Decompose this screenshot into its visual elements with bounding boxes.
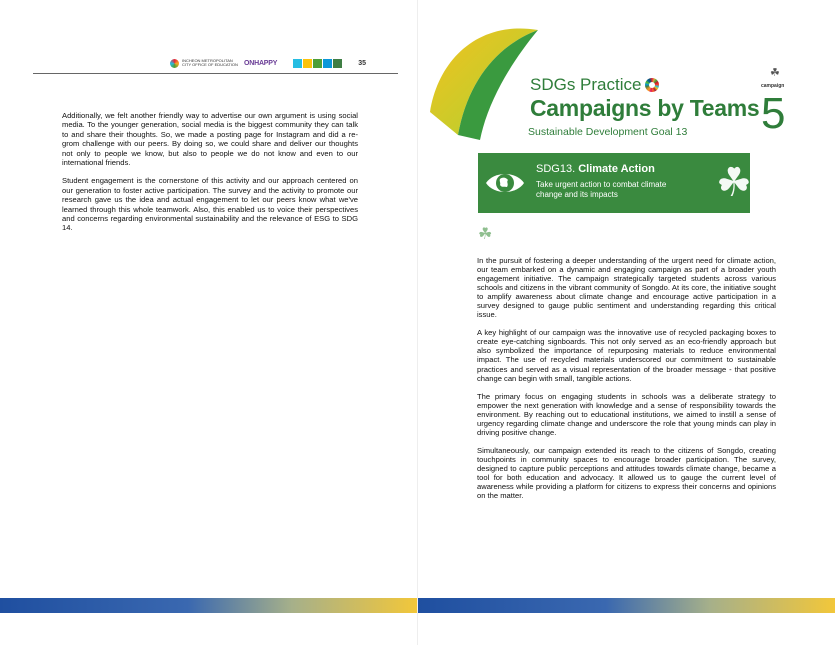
banner-goal-name: Climate Action (578, 163, 655, 175)
sdg-wheel-icon (645, 78, 659, 92)
clover-icon: ☘ (478, 226, 493, 243)
org-emblem-icon (170, 59, 179, 68)
right-body-text (477, 256, 776, 509)
org-logo (170, 59, 238, 68)
paragraph: The primary focus on engaging students in schools was a deliberate strategy to empower the next generation with knowledge and a sense of responsibility towards the environment. By reaching out to educational institutions, we aimed to instill a sense of urgency regarding climate change and underscore the role that young minds can play in driving positive change. (477, 391, 776, 437)
banner-title (536, 163, 655, 175)
left-page (0, 0, 417, 645)
campaign-label: campaign (761, 83, 785, 89)
org-name: INCHEON METROPOLITAN CITY OFFICE OF EDUCATION (182, 57, 238, 67)
page-title: Campaigns by Teams (530, 95, 760, 121)
left-body-text (62, 111, 358, 242)
sdg-icon (293, 59, 302, 68)
page-subtitle: Sustainable Development Goal 13 (528, 126, 688, 138)
sdg-banner (478, 153, 750, 213)
sdg-icon (323, 59, 332, 68)
sdg-icon (313, 59, 322, 68)
sdg-icon-strip (293, 59, 342, 68)
paragraph: Student engagement is the cornerstone of this activity and our approach centered on our generation to foster active participation. The survey and the activity to promote our research gave us the idea and actual engagement to let our peers know what we've learned through this whole teamwork. Also, this enabled us to voice their perspectives and concerns regarding environmental sustainability and the relevance of ESG to SDG 14. (62, 176, 358, 233)
paragraph: A key highlight of our campaign was the innovative use of recycled packaging boxes to create eye-catching signboards. This not only served as an eco-friendly approach but also symbolized the importance of repurposing materials to reduce environmental impact. The use of recycled materials underscored our commitment to sustainable practices and served as a visual representation of the broader message - that positive change can begin with small, tangible actions. (477, 328, 776, 383)
onhappy-logo: ONHAPPY (244, 59, 278, 67)
eye-globe-icon (484, 165, 526, 201)
paragraph: Additionally, we felt another friendly way to advertise our own argument is using social media. To the younger generation, social media is the biggest community they can talk to and share their thoughts. So, we made a posting page for Instagram and did a re-grom challenge with our peers. By doing so, we could share and deliver our thoughts not only to people we know, but also to people we do not know and even to our international friends. (62, 111, 358, 168)
header-divider (33, 73, 398, 74)
section-kicker (530, 75, 659, 95)
clover-icon: ☘ (770, 67, 780, 79)
paragraph: In the pursuit of fostering a deeper understanding of the urgent need for climate action, our team embarked on a dynamic and engaging campaign as part of a broader youth engagement initiative. The campaign strategically targeted students across various schools and citizens in the vibrant community of Songdo. At its core, the initiative sought to amplify awareness about climate change and encourage active participation in a survey designed to gauge public sentiment and understanding regarding this critical issue. (477, 256, 776, 320)
clover-outline-icon: ☘ (716, 161, 752, 205)
page-header (170, 55, 366, 71)
footer-gradient-bar (418, 598, 835, 613)
sdg-icon (303, 59, 312, 68)
paragraph: Simultaneously, our campaign extended its reach to the citizens of Songdo, creating touchpoints in community spaces to encourage broader participation. The survey, designed to capture public perceptions and attitudes towards climate change, became a tool for both education and advocacy. It allowed us to gauge the current level of awareness while providing a platform for citizens to express their concerns and opinions on the matter. (477, 445, 776, 501)
banner-code: SDG13. (536, 163, 576, 175)
sdg-icon (333, 59, 342, 68)
footer-gradient-bar (0, 598, 417, 613)
page-number: 35 (358, 59, 367, 67)
banner-subtitle: Take urgent action to combat climate change and its impacts (536, 180, 667, 199)
kicker-text: SDGs Practice (530, 75, 642, 94)
right-page (418, 0, 835, 645)
campaign-number: 5 (761, 89, 786, 138)
